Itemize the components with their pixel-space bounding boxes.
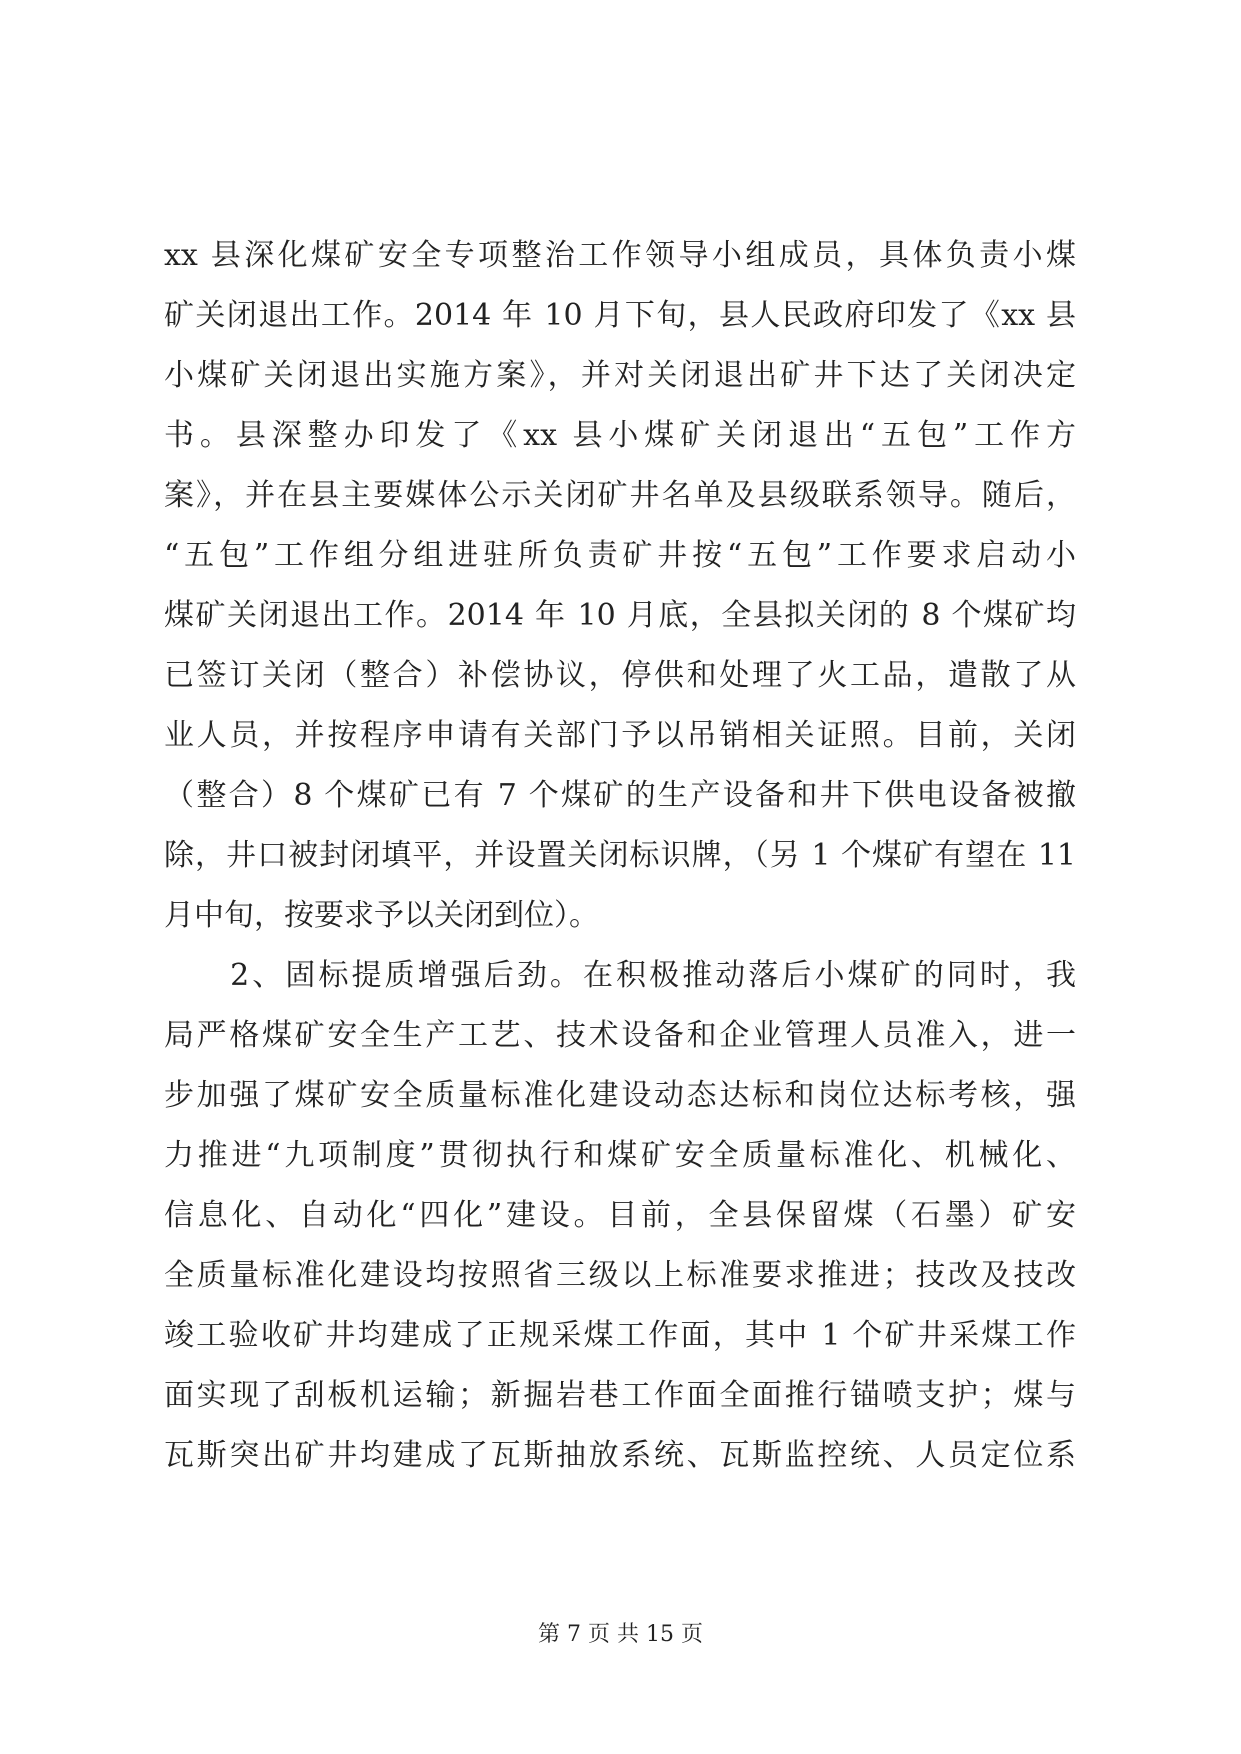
text-line: 案》，并在县主要媒体公示关闭矿井名单及县级联系领导。随后，	[164, 478, 1076, 513]
text-line-paragraph-end: 月中旬，按要求予以关闭到位）。	[164, 898, 599, 933]
text-line: 除，井口被封闭填平，并设置关闭标识牌，（另 1 个煤矿有望在 11	[164, 838, 1076, 873]
text-line: 业人员，并按程序申请有关部门予以吊销相关证照。目前，关闭	[164, 718, 1076, 753]
text-line: 信息化、自动化“四化”建设。目前，全县保留煤（石墨）矿安	[164, 1198, 1076, 1233]
text-line: 矿关闭退出工作。2014 年 10 月下旬，县人民政府印发了《xx 县	[164, 298, 1076, 333]
text-line: xx 县深化煤矿安全专项整治工作领导小组成员，具体负责小煤	[164, 238, 1076, 273]
text-line: “五包”工作组分组进驻所负责矿井按“五包”工作要求启动小	[164, 538, 1076, 573]
page-number-footer: 第 7 页 共 15 页	[538, 1622, 703, 1647]
text-line: 全质量标准化建设均按照省三级以上标准要求推进；技改及技改	[164, 1258, 1076, 1293]
document-body	[164, 226, 1076, 1486]
text-line: 书。县深整办印发了《xx 县小煤矿关闭退出“五包”工作方	[164, 418, 1076, 453]
text-line: 面实现了刮板机运输；新掘岩巷工作面全面推行锚喷支护；煤与	[164, 1378, 1076, 1413]
text-line: 局严格煤矿安全生产工艺、技术设备和企业管理人员准入，进一	[164, 1018, 1076, 1053]
text-line: 煤矿关闭退出工作。2014 年 10 月底，全县拟关闭的 8 个煤矿均	[164, 598, 1076, 633]
text-line-paragraph-start: 2、固标提质增强后劲。在积极推动落后小煤矿的同时，我	[164, 958, 1076, 993]
text-line: 小煤矿关闭退出实施方案》，并对关闭退出矿井下达了关闭决定	[164, 358, 1076, 393]
text-line: （整合）8 个煤矿已有 7 个煤矿的生产设备和井下供电设备被撤	[164, 778, 1076, 813]
text-line: 瓦斯突出矿井均建成了瓦斯抽放系统、瓦斯监控统、人员定位系	[164, 1438, 1076, 1473]
text-line: 步加强了煤矿安全质量标准化建设动态达标和岗位达标考核，强	[164, 1078, 1076, 1113]
text-line: 已签订关闭（整合）补偿协议，停供和处理了火工品，遣散了从	[164, 658, 1076, 693]
text-line: 力推进“九项制度”贯彻执行和煤矿安全质量标准化、机械化、	[164, 1138, 1076, 1173]
text-line: 竣工验收矿井均建成了正规采煤工作面，其中 1 个矿井采煤工作	[164, 1318, 1076, 1353]
